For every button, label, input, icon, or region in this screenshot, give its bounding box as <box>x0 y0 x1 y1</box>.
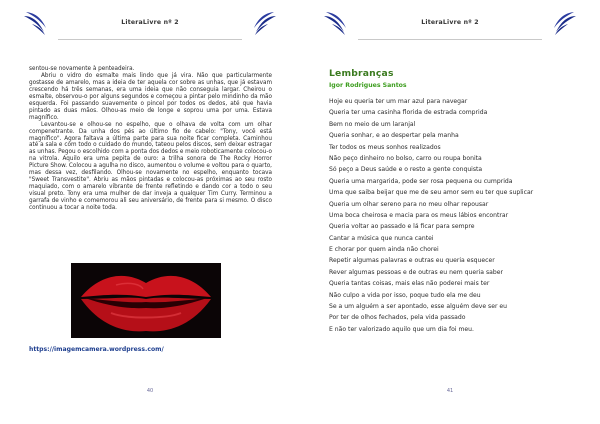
poem-verse: Ter todos os meus sonhos realizados <box>329 143 441 151</box>
poem-verse: Rever algumas pessoas e de outras eu nem queria saber <box>329 268 503 276</box>
story-paragraph: Levantou-se e olhou-se no espelho, que o olhava de volta com um olhar compenetrante. Da unha dos pés ao último fio de cabelo: "Tony, você está magnífico". Agora faltava a última parte para sua noite ficar completa. Caminhou até a sala e com todo o cuidado do mundo, tateou pelos discos, sem deixar estragar as unhas. Pegou o escolhido com a ponta dos dedos e meio roboticamente colocou-o na vitrola. Aquilo era uma pepita de ouro: a trilha sonora de The Rocky Horror Picture Show. Colocou a agulha no disco, aumentou o volume e voltou para o quarto, mas dessa vez, desfilando. Olhou-se novamente no espelho, enquanto tocava "Sweet Transvestite". Abriu as mãos pintadas e colocou-as próximas ao seu rosto maquiado, com o amarelo vibrante de frente refletindo e dando cor a todo o seu visual preto. Tony era uma mulher de dar inveja a qualquer Tim Curry. Terminou a garrafa de vinho e comemorou ali seu aniversário, de frente para si mesmo. O disco continuou a tocar a noite toda. <box>29 121 272 212</box>
poem-verse: E chorar por quem ainda não chorei <box>329 246 439 254</box>
page-number: 40 <box>146 388 154 394</box>
poem-verse: Bem no meio de um laranjal <box>329 120 416 128</box>
poem-verse: Queria ter uma casinha florida de estrada comprida <box>329 109 488 117</box>
poem-verse: Hoje eu queria ter um mar azul para navegar <box>329 98 468 105</box>
page-number: 41 <box>446 388 454 394</box>
poem-verse: Se a um alguém a ser apontado, esse alguém deve ser eu <box>329 303 508 311</box>
poem-verse: Repetir algumas palavras e outras eu queria esquecer <box>329 257 495 265</box>
story-text <box>29 66 272 212</box>
lips-photo <box>71 263 221 338</box>
poem-verse: Por ter de olhos fechados, pela vida passado <box>329 314 466 322</box>
poem-title: Lembranças <box>329 68 394 79</box>
poem-verse: Uma boca cheirosa e macia para os meus lábios encontrar <box>329 211 509 219</box>
poem-verse: Não culpo a vida por isso, poque tudo ela me deu <box>329 291 481 299</box>
story-paragraph: Abriu o vidro do esmalte mais lindo que já vira. Não que particularmente gostasse de amarelo, mas a ideia de ter aquela cor sobre as unhas, que já estavam crescendo há três semanas, era uma ideia que não conseguia largar. Cheirou o esmalte, observou-o por alguns segundos e começou a pintar pelo mindinho da mão esquerda. Foi passando suavemente o pincel por todos os dedos, até que havia pintado as duas mãos. Olhou-as meio de longe e soprou uma por uma. Estava magnífico. <box>29 72 272 121</box>
poem-verse: Não peço dinheiro no bolso, carro ou roupa bonita <box>329 154 482 162</box>
image-source-link[interactable]: https://imagemcamera.wordpress.com/ <box>29 346 164 353</box>
right-page <box>300 0 600 424</box>
poem-author: Igor Rodrigues Santos <box>329 82 407 89</box>
magazine-title: LiteraLivre nº 2 <box>121 19 179 26</box>
poem-verse: Queria voltar ao passado e lá ficar para sempre <box>329 223 475 231</box>
story-paragraph: sentou-se novamente à penteadeira. <box>29 66 135 72</box>
magazine-title: LiteraLivre nº 2 <box>421 19 479 26</box>
poem-verse: Queria sonhar, e ao despertar pela manha <box>329 132 459 140</box>
poem-verse: Só peço a Deus saúde e o resto a gente conquista <box>329 166 483 174</box>
poem-verses <box>329 96 589 335</box>
right-wing-logo-icon <box>534 10 578 38</box>
poem-verse: Queria tantas coisas, mais elas não poderei mais ter <box>329 280 490 288</box>
right-header <box>300 6 600 42</box>
poem-verse: Uma que saiba beijar que me de seu amor sem eu ter que suplicar <box>329 189 534 197</box>
header-rule <box>358 39 542 40</box>
lips-illustration <box>71 263 221 338</box>
header-rule <box>58 39 242 40</box>
poem-verse: E não ter valorizado aquilo que um dia foi meu. <box>329 325 474 333</box>
poem-verse: Queria um olhar sereno para no meu olhar repousar <box>329 200 489 208</box>
poem-verse: Queria uma margarida, pode ser rosa pequena ou cumprida <box>329 177 513 185</box>
left-header <box>0 6 300 42</box>
poem-verse: Cantar a música que nunca cantei <box>329 234 434 242</box>
right-wing-logo-icon <box>234 10 278 38</box>
